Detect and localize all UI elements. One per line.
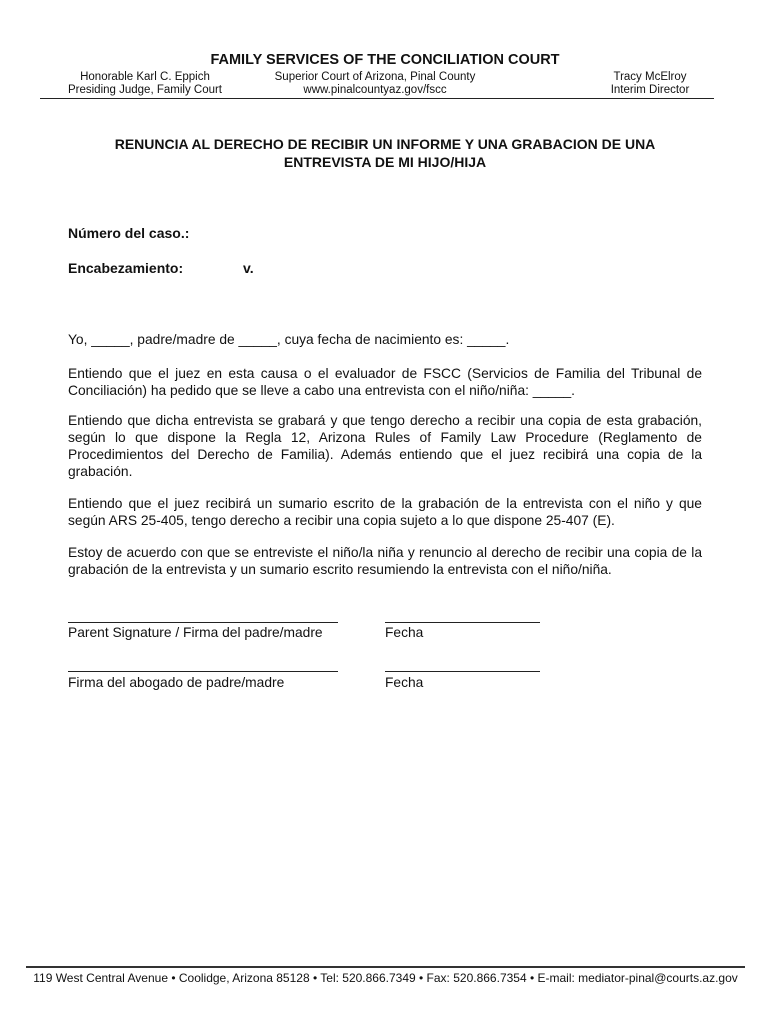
parent-date-line[interactable] xyxy=(385,622,540,623)
footer-divider xyxy=(26,966,745,968)
caption-versus: v. xyxy=(243,260,254,276)
case-number-label: Número del caso.: xyxy=(68,225,190,241)
court-block xyxy=(255,71,495,97)
footer-contact: 119 West Central Avenue • Coolidge, Arizona 85128 • Tel: 520.866.7349 • Fax: 520.866.7354 • E-mail: mediator-pinal@courts.az.gov xyxy=(33,971,738,985)
court-name: Superior Court of Arizona, Pinal County xyxy=(274,71,476,83)
paragraph-recording-right: Entiendo que dicha entrevista se grabará y que tengo derecho a recibir una copia de esta grabación, según lo que dispone la Regla 12, Arizona Rules of Family Law Procedure (Reglamento de Procedimientos del Derecho de Familia). Además entiendo que el juez recibirá una copia de la grabación. xyxy=(68,413,702,479)
document-title xyxy=(68,135,702,171)
judge-title: Presiding Judge, Family Court xyxy=(67,84,223,96)
attorney-signature-label: Firma del abogado de padre/madre xyxy=(68,675,285,690)
paragraph-parent-info: Yo, _____, padre/madre de _____, cuya fecha de nacimiento es: _____. xyxy=(68,332,510,347)
document-title-line1: RENUNCIA AL DERECHO DE RECIBIR UN INFORME Y UNA GRABACION DE UNA xyxy=(114,136,656,152)
parent-date-label: Fecha xyxy=(385,625,424,640)
agency-title: FAMILY SERVICES OF THE CONCILIATION COURT xyxy=(210,52,560,68)
judge-block xyxy=(40,71,250,97)
director-block xyxy=(580,71,720,97)
attorney-date-label: Fecha xyxy=(385,675,424,690)
paragraph-interview-request: Entiendo que el juez en esta causa o el evaluador de FSCC (Servicios de Familia del Tribunal de Conciliación) ha pedido que se lleve a cabo una entrevista con el niño/niña: _____. xyxy=(68,366,702,398)
document-title-line2: ENTREVISTA DE MI HIJO/HIJA xyxy=(283,154,487,170)
director-name: Tracy McElroy xyxy=(613,71,687,83)
attorney-date-line[interactable] xyxy=(385,671,540,672)
court-website[interactable]: www.pinalcountyaz.gov/fscc xyxy=(303,84,447,96)
header-divider xyxy=(40,98,714,99)
paragraph-waiver-agreement: Estoy de acuerdo con que se entreviste el niño/la niña y renuncio al derecho de recibir una copia de la grabación de la entrevista y un sumario escrito resumiendo la entrevista con el niño/niña. xyxy=(68,545,702,577)
parent-signature-label: Parent Signature / Firma del padre/madre xyxy=(68,625,323,640)
parent-signature-line[interactable] xyxy=(68,622,338,623)
attorney-signature-line[interactable] xyxy=(68,671,338,672)
director-title: Interim Director xyxy=(610,84,690,96)
paragraph-summary-right: Entiendo que el juez recibirá un sumario escrito de la grabación de la entrevista con el niño y que según ARS 25-405, tengo derecho a recibir una copia sujeto a lo que dispone 25-407 (E). xyxy=(68,496,702,528)
judge-name: Honorable Karl C. Eppich xyxy=(80,71,210,83)
caption-label: Encabezamiento: xyxy=(68,260,184,276)
